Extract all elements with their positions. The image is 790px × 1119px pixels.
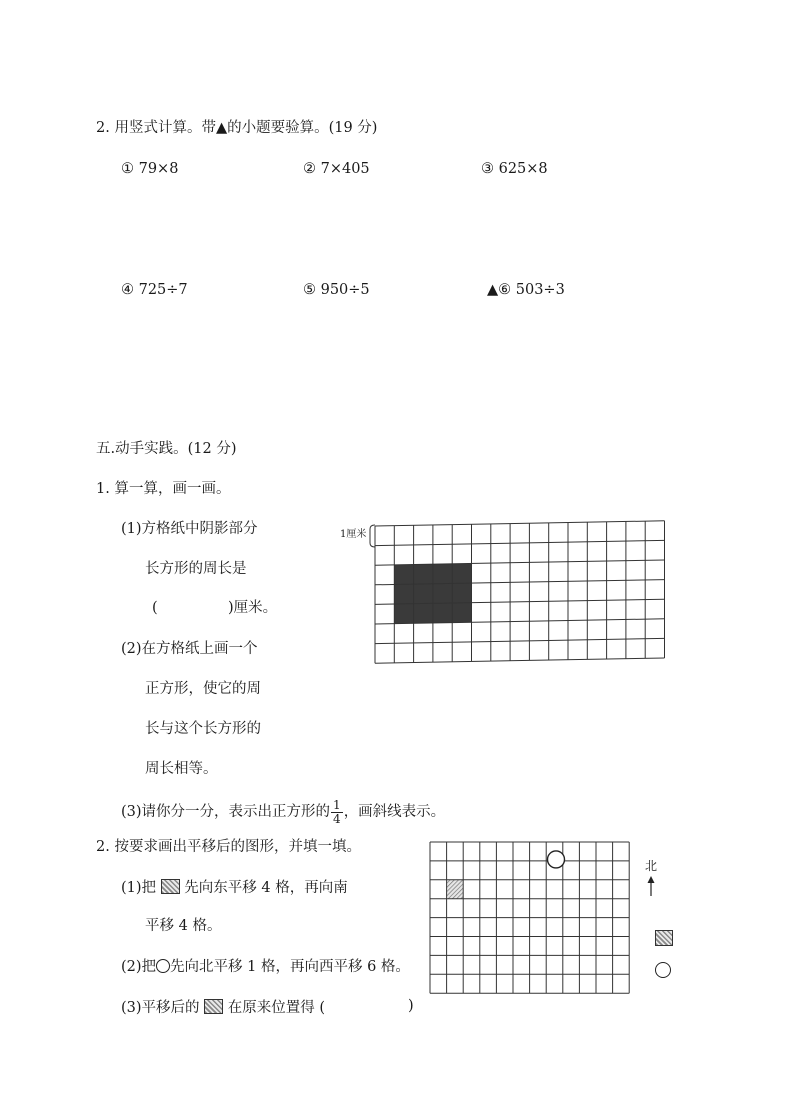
hatched-square-icon [204, 999, 223, 1014]
legend-circle-icon [655, 962, 671, 978]
north-label: 北 [645, 859, 658, 873]
grid1-hline [375, 560, 665, 565]
grid1-hline [375, 521, 665, 526]
problem-2: ② 7×405 [303, 161, 370, 177]
q2-part3-before: (3)平移后的 [121, 1000, 200, 1016]
q1-part3-text-after: ，画斜线表示。 [343, 804, 446, 820]
grid1-hline [375, 540, 665, 545]
grid1-hline [375, 638, 665, 643]
q2-part1-before: (1)把 [121, 880, 157, 896]
q1-part1-answer-blank[interactable]: )厘米。 [228, 600, 278, 616]
grid1-square-paper[interactable] [370, 518, 680, 678]
fraction-denominator: 4 [333, 811, 341, 826]
q1-part1-line2: 长方形的周长是 [145, 561, 247, 577]
q2-part2-before: (2)把 [121, 959, 157, 975]
section5-heading: 五.动手实践。(12 分) [96, 441, 237, 457]
hatched-square-icon [161, 879, 180, 894]
calc-heading: 2. 用竖式计算。带▲的小题要验算。(19 分) [96, 120, 378, 136]
fraction-one-quarter [331, 799, 343, 825]
grid2-hatched-square [447, 880, 464, 899]
grid1-scale-label: 1厘米 [340, 529, 367, 540]
legend-hatched-square-icon [655, 930, 673, 946]
q1-part3 [121, 797, 445, 827]
q1-part2-line1: (2)在方格纸上画一个 [121, 641, 258, 657]
q2-part3 [121, 999, 325, 1016]
q2-part1 [121, 879, 348, 896]
grid1-hline [375, 658, 665, 663]
q2-part2-after: 先向北平移 1 格，再向西平移 6 格。 [170, 959, 410, 975]
q1-part2-line4: 周长相等。 [145, 761, 218, 777]
problem-1: ① 79×8 [121, 161, 179, 177]
north-arrow-icon [646, 876, 656, 896]
q2-part1-after: 先向东平移 4 格，再向南 [184, 880, 348, 896]
q2-part1-line2: 平移 4 格。 [145, 918, 222, 934]
problem-3: ③ 625×8 [481, 161, 548, 177]
fraction-numerator: 1 [333, 797, 341, 812]
q1-part3-text-before: (3)请你分一分，表示出正方形的 [121, 804, 331, 820]
grid2-circle [548, 851, 565, 868]
q2-part3-after: 在原来位置得 ( [227, 1000, 326, 1016]
circle-icon [156, 959, 170, 973]
q2-part2 [121, 959, 410, 975]
q1-part1-open-paren: ( [152, 600, 158, 616]
q2-part3-answer-blank[interactable]: ) [408, 998, 414, 1014]
q2-title: 2. 按要求画出平移后的图形，并填一填。 [96, 839, 361, 855]
q1-part2-line3: 长与这个长方形的 [145, 721, 261, 737]
q1-part2-line2: 正方形，使它的周 [145, 681, 261, 697]
problem-6: ▲⑥ 503÷3 [487, 282, 565, 298]
problem-5: ⑤ 950÷5 [303, 282, 370, 298]
problem-4: ④ 725÷7 [121, 282, 188, 298]
grid2-square-paper[interactable] [429, 841, 629, 996]
q1-title: 1. 算一算，画一画。 [96, 481, 231, 497]
q1-part1-line1: (1)方格纸中阴影部分 [121, 521, 258, 537]
